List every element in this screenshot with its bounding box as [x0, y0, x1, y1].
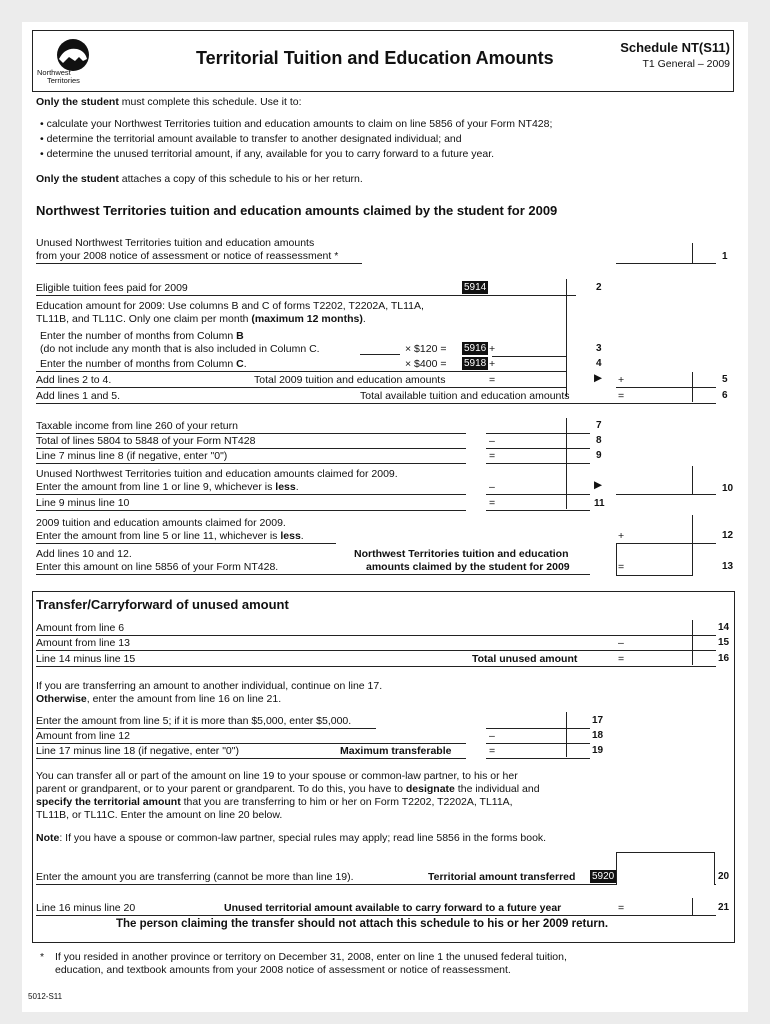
transfer-para-1: You can transfer all or part of the amount on line 19 to your spouse or common-law partner, to his or her [36, 770, 518, 782]
line14-text: Amount from line 6 [36, 622, 125, 634]
line2-input[interactable] [492, 279, 566, 294]
attach-text: Only the student attaches a copy of this schedule to his or her return. [36, 173, 363, 185]
line11-text: Line 9 minus line 10 [36, 497, 130, 509]
line1-text-b: from your 2008 notice of assessment or notice of reassessment * [36, 250, 339, 262]
logo-caption [37, 69, 80, 85]
line19-text: Line 17 minus line 18 (if negative, enter "0") [36, 745, 239, 757]
transfer-note: Note: If you have a spouse or common-law partner, special rules may apply; read line 5856 in the forms book. [36, 832, 547, 844]
line-number-16: 16 [718, 653, 730, 664]
line20-label: Territorial amount transferred [428, 871, 576, 883]
intro-bullet-3: • determine the unused territorial amount, if any, available for you to carry forward to a future year. [40, 148, 495, 160]
line9-text: Line 7 minus line 8 (if negative, enter "0") [36, 450, 228, 462]
line17-text: Enter the amount from line 5; if it is more than $5,000, enter $5,000. [36, 715, 352, 727]
line16-text: Line 14 minus line 15 [36, 653, 136, 665]
code-5916: 5916 [464, 343, 487, 354]
line5-arrow-icon: ▶ [594, 372, 603, 384]
line-number-1: 1 [722, 251, 728, 262]
form-title: Territorial Tuition and Education Amounts [196, 48, 554, 68]
line21-text: Line 16 minus line 20 [36, 902, 136, 914]
intro-bullet-2: • determine the territorial amount available to transfer to another designated individual; and [40, 133, 462, 145]
line-number-3: 3 [596, 343, 602, 354]
line13-label-b: amounts claimed by the student for 2009 [366, 561, 570, 573]
code-5918: 5918 [464, 358, 487, 369]
line13-text-a: Add lines 10 and 12. [36, 548, 132, 560]
line15-text: Amount from line 13 [36, 637, 130, 649]
line3-text-a: Enter the number of months from Column B [40, 330, 244, 342]
line-number-15: 15 [718, 637, 730, 648]
form-code: 5012-S11 [28, 992, 63, 1001]
line20-text: Enter the amount you are transferring (cannot be more than line 19). [36, 871, 354, 883]
line4-text: Enter the number of months from Column C. [40, 358, 247, 370]
transfer-instruction: If you are transferring an amount to another individual, continue on line 17. [36, 680, 383, 692]
line20-input[interactable] [616, 852, 715, 885]
intro-bullet-1: • calculate your Northwest Territories tuition and education amounts to claim on line 5856 of your Form NT428; [40, 118, 553, 130]
line-number-20: 20 [718, 871, 730, 882]
line1-input[interactable] [616, 243, 692, 262]
code-5914: 5914 [464, 282, 487, 293]
edu-text-a: Education amount for 2009: Use columns B and C of forms T2202, T2202A, TL11A, [36, 300, 424, 312]
line-number-6: 6 [722, 390, 728, 401]
line21-label: Unused territorial amount available to carry forward to a future year [224, 902, 562, 914]
line-number-17: 17 [592, 715, 604, 726]
otherwise-instruction: Otherwise, enter the amount from line 16 on line 21. [36, 693, 282, 705]
line-number-5: 5 [722, 374, 728, 385]
intro-rest: must complete this schedule. Use it to: [118, 96, 302, 108]
line13-label-a: Northwest Territories tuition and education [354, 548, 569, 560]
intro-text [36, 96, 302, 108]
line4-multiplier: × $400 = [405, 358, 447, 370]
line-number-18: 18 [592, 730, 604, 741]
line5-text: Add lines 2 to 4. [36, 374, 112, 386]
logo-text-1: Northwest [37, 68, 71, 77]
transfer-para-3: specify the territorial amount that you are transferring to him or her on Form T2202, T2202A, TL11A, [36, 796, 513, 808]
part2-heading: Transfer/Carryforward of unused amount [36, 597, 289, 612]
line-number-9: 9 [596, 450, 602, 461]
line19-label: Maximum transferable [340, 745, 452, 757]
footnote-line-1: If you resided in another province or territory on December 31, 2008, enter on line 1 the unused federal tuition, [55, 951, 567, 963]
line6-text: Add lines 1 and 5. [36, 390, 121, 402]
logo-text-2: Territories [47, 76, 80, 85]
line10-text-a: Unused Northwest Territories tuition and education amounts claimed for 2009. [36, 468, 398, 480]
line-number-21: 21 [718, 902, 730, 913]
line2-text: Eligible tuition fees paid for 2009 [36, 282, 188, 294]
line3-months-input[interactable] [360, 341, 400, 355]
line-number-19: 19 [592, 745, 604, 756]
line3-text-b: (do not include any month that is also included in Column C. [40, 343, 320, 355]
line7-text: Taxable income from line 260 of your return [36, 420, 238, 432]
line13-input[interactable] [616, 543, 693, 576]
line10-text-b: Enter the amount from line 1 or line 9, whichever is less. [36, 481, 299, 493]
edu-text-b: TL11B, and TL11C. Only one claim per month (maximum 12 months). [36, 313, 366, 325]
transfer-para-2: parent or grandparent, or to your parent or grandparent. To do this, you have to designate the individual and [36, 783, 540, 795]
line5-label: Total 2009 tuition and education amounts [254, 374, 446, 386]
line-number-13: 13 [722, 561, 734, 572]
line16-label: Total unused amount [472, 653, 578, 665]
line18-text: Amount from line 12 [36, 730, 130, 742]
line8-text: Total of lines 5804 to 5848 of your Form NT428 [36, 435, 256, 447]
line3-multiplier: × $120 = [405, 343, 447, 355]
part1-heading: Northwest Territories tuition and education amounts claimed by the student for 2009 [36, 203, 558, 218]
line-number-10: 10 [722, 483, 734, 494]
line-number-2: 2 [596, 282, 602, 293]
line12-text-a: 2009 tuition and education amounts claimed for 2009. [36, 517, 286, 529]
line13-text-b: Enter this amount on line 5856 of your Form NT428. [36, 561, 279, 573]
intro-bold: Only the student [36, 96, 119, 108]
transfer-para-4: TL11B, or TL11C. Enter the amount on line 20 below. [36, 809, 283, 821]
transfer-section [32, 591, 735, 943]
line12-text-b: Enter the amount from line 5 or line 11, whichever is less. [36, 530, 304, 542]
footnote-line-2: education, and textbook amounts from your 2008 notice of assessment or notice of reassessment. [55, 964, 511, 976]
line-number-8: 8 [596, 435, 602, 446]
transfer-warning: The person claiming the transfer should not attach this schedule to his or her 2009 return. [116, 918, 609, 930]
line-number-7: 7 [596, 420, 602, 431]
line-number-12: 12 [722, 530, 734, 541]
footnote-star: * [40, 951, 45, 963]
code-5920: 5920 [592, 871, 615, 882]
schedule-label: Schedule NT(S11) [620, 40, 730, 55]
form-year: T1 General – 2009 [642, 58, 730, 70]
line6-label: Total available tuition and education amounts [360, 390, 570, 402]
line1-text-a: Unused Northwest Territories tuition and education amounts [36, 237, 315, 249]
line-number-4: 4 [596, 358, 602, 369]
line-number-11: 11 [594, 498, 605, 509]
line10-arrow-icon: ▶ [594, 479, 603, 491]
line4-months-input[interactable] [360, 356, 400, 370]
line-number-14: 14 [718, 622, 730, 633]
